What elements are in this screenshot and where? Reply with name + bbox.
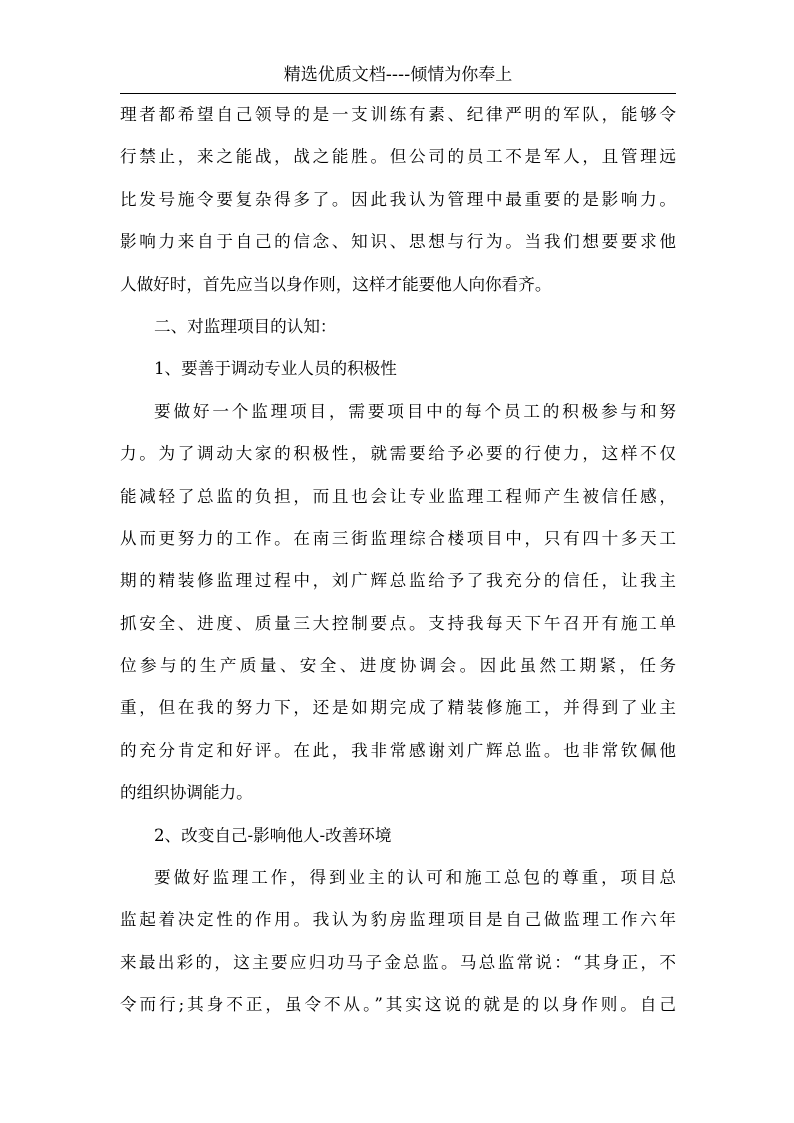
text-line: 人做好时，首先应当以身作则，这样才能要他人向你看齐。	[120, 274, 552, 294]
subsection-heading: 2、改变自己-影响他人-改善环境	[154, 825, 392, 845]
text-line: 理者都希望自己领导的是一支训练有素、纪律严明的军队，能够令	[120, 105, 676, 124]
page-header: 精选优质文档----倾情为你奉上	[120, 60, 676, 94]
text-line: 力。为了调动大家的积极性，就需要给予必要的行使力，这样不仅	[120, 444, 676, 464]
text-line: 的充分肯定和好评。在此，我非常感谢刘广辉总监。也非常钦佩他	[120, 740, 676, 760]
text-line: 位参与的生产质量、安全、进度协调会。因此虽然工期紧，任务	[120, 656, 676, 676]
text-line: 的组织协调能力。	[120, 783, 253, 803]
subsection-heading: 1、要善于调动专业人员的积极性	[154, 359, 397, 379]
text-line: 比发号施令要复杂得多了。因此我认为管理中最重要的是影响力。	[120, 189, 676, 209]
text-line: 期的精装修监理过程中，刘广辉总监给予了我充分的信任，让我主	[120, 571, 676, 591]
text-line: 要做好监理工作，得到业主的认可和施工总包的尊重，项目总	[154, 868, 676, 888]
text-line: 影响力来自于自己的信念、知识、思想与行为。当我们想要要求他	[120, 232, 676, 252]
text-line: 抓安全、进度、质量三大控制要点。支持我每天下午召开有施工单	[120, 613, 676, 633]
text-line: 令而行;其身不正，虽令不从。”其实这说的就是的以身作则。自己	[120, 995, 676, 1015]
text-line: 监起着决定性的作用。我认为豹房监理项目是自己做监理工作六年	[120, 910, 676, 930]
text-line: 重，但在我的努力下，还是如期完成了精装修施工，并得到了业主	[120, 698, 676, 718]
text-line: 行禁止，来之能战，战之能胜。但公司的员工不是军人，且管理远	[120, 147, 676, 167]
text-line: 能减轻了总监的负担，而且也会让专业监理工程师产生被信任感，	[120, 486, 676, 506]
document-body	[120, 94, 676, 1027]
text-line: 要做好一个监理项目，需要项目中的每个员工的积极参与和努	[154, 401, 676, 421]
text-line: 来最出彩的，这主要应归功马子金总监。马总监常说：“其身正，不	[120, 952, 676, 972]
text-line: 从而更努力的工作。在南三街监理综合楼项目中，只有四十多天工	[120, 528, 676, 548]
section-heading: 二、对监理项目的认知：	[154, 316, 337, 336]
